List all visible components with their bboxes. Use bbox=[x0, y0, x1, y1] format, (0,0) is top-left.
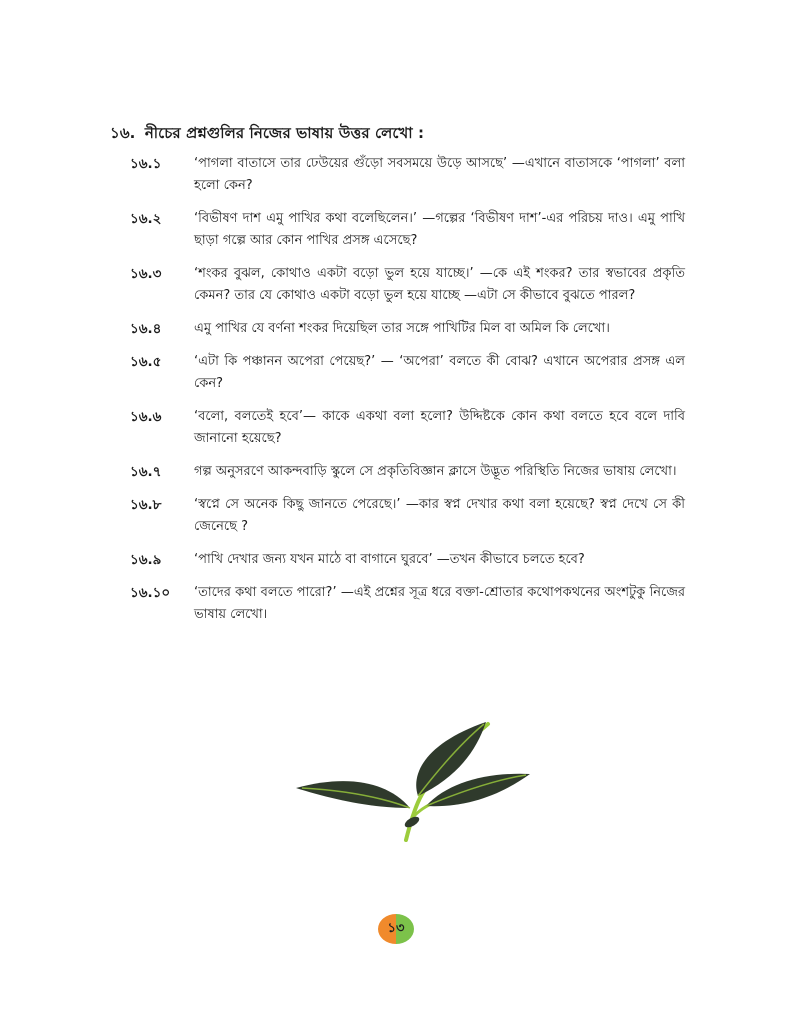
question-item bbox=[130, 153, 685, 197]
question-item bbox=[130, 318, 685, 340]
question-number: ১৬.২ bbox=[130, 211, 162, 227]
question-text: ‘বিভীষণ দাশ এমু পাখির কথা বলেছিলেন।’ —গল্পের ‘বিভীষণ দাশ’-এর পরিচয় দাও। এমু পাখি ছাড়া গল্পে আর কোন পাখির প্রসঙ্গ এসেছে? bbox=[194, 211, 685, 248]
question-item bbox=[130, 263, 685, 307]
question-text: ‘পাখি দেখার জন্য যখন মাঠে বা বাগানে ঘুরবে’ —তখন কীভাবে চলতে হবে? bbox=[194, 552, 585, 567]
question-text: ‘পাগলা বাতাসে তার ঢেউয়ের গুঁড়ো সবসময়ে উড়ে আসছে’ —এখানে বাতাসকে ‘পাগলা’ বলা হলো কেন? bbox=[194, 156, 685, 193]
section-number: ১৬. bbox=[110, 124, 136, 142]
question-item bbox=[130, 406, 685, 450]
question-item bbox=[130, 461, 685, 483]
question-number: ১৬.৮ bbox=[130, 497, 162, 513]
question-number: ১৬.১০ bbox=[130, 585, 171, 601]
question-number: ১৬.৫ bbox=[130, 354, 162, 370]
question-number: ১৬.৯ bbox=[130, 552, 162, 568]
page-number-badge bbox=[378, 914, 414, 944]
question-text: গল্প অনুসরণে আকন্দবাড়ি স্কুলে সে প্রকৃতিবিজ্ঞান ক্লাসে উদ্ভূত পরিস্থিতি নিজের ভাষায় লেখো। bbox=[194, 464, 677, 479]
question-text: ‘স্বপ্নে সে অনেক কিছু জানতে পেরেছে।’ —কার স্বপ্ন দেখার কথা বলা হয়েছে? স্বপ্ন দেখে সে কী জেনেছে ? bbox=[194, 497, 685, 534]
section-title: নীচের প্রশ্নগুলির নিজের ভাষায় উত্তর লেখো : bbox=[144, 124, 425, 142]
question-item bbox=[130, 582, 685, 626]
question-text: ‘এটা কি পঞ্চানন অপেরা পেয়েছ?’ — ‘অপেরা’ বলতে কী বোঝ? এখানে অপেরার প্রসঙ্গ এল কেন? bbox=[194, 354, 685, 391]
question-text: ‘তাদের কথা বলতে পারো?’ —এই প্রশ্নের সূত্র ধরে বক্তা-শ্রোতার কথোপকথনের অংশটুকু নিজের ভাষায় লেখো। bbox=[194, 585, 685, 622]
question-number: ১৬.৩ bbox=[130, 266, 162, 282]
leaf-sprig-illustration-icon bbox=[288, 712, 538, 852]
page-number: ১৩ bbox=[387, 921, 405, 936]
question-number: ১৬.৪ bbox=[130, 321, 162, 337]
section-heading bbox=[110, 122, 424, 147]
question-list bbox=[130, 153, 685, 637]
question-item bbox=[130, 494, 685, 538]
question-number: ১৬.১ bbox=[130, 156, 162, 172]
question-text: এমু পাখির যে বর্ণনা শংকর দিয়েছিল তার সঙ্গে পাখিটির মিল বা অমিল কি লেখো। bbox=[194, 321, 610, 336]
question-text: ‘বলো, বলতেই হবে’— কাকে একথা বলা হলো? উদ্দিষ্টকে কোন কথা বলতে হবে বলে দাবি জানানো হয়েছে? bbox=[194, 409, 685, 446]
question-item bbox=[130, 351, 685, 395]
question-number: ১৬.৭ bbox=[130, 464, 162, 480]
question-number: ১৬.৬ bbox=[130, 409, 162, 425]
question-item bbox=[130, 208, 685, 252]
question-text: ‘শংকর বুঝল, কোথাও একটা বড়ো ভুল হয়ে যাচ্ছে।’ —কে এই শংকর? তার স্বভাবের প্রকৃতি কেমন? তার যে কোথাও একটা বড়ো ভুল হয়ে যাচ্ছে —এটা সে কীভাবে বুঝতে পারল? bbox=[194, 266, 685, 303]
question-item bbox=[130, 549, 685, 571]
